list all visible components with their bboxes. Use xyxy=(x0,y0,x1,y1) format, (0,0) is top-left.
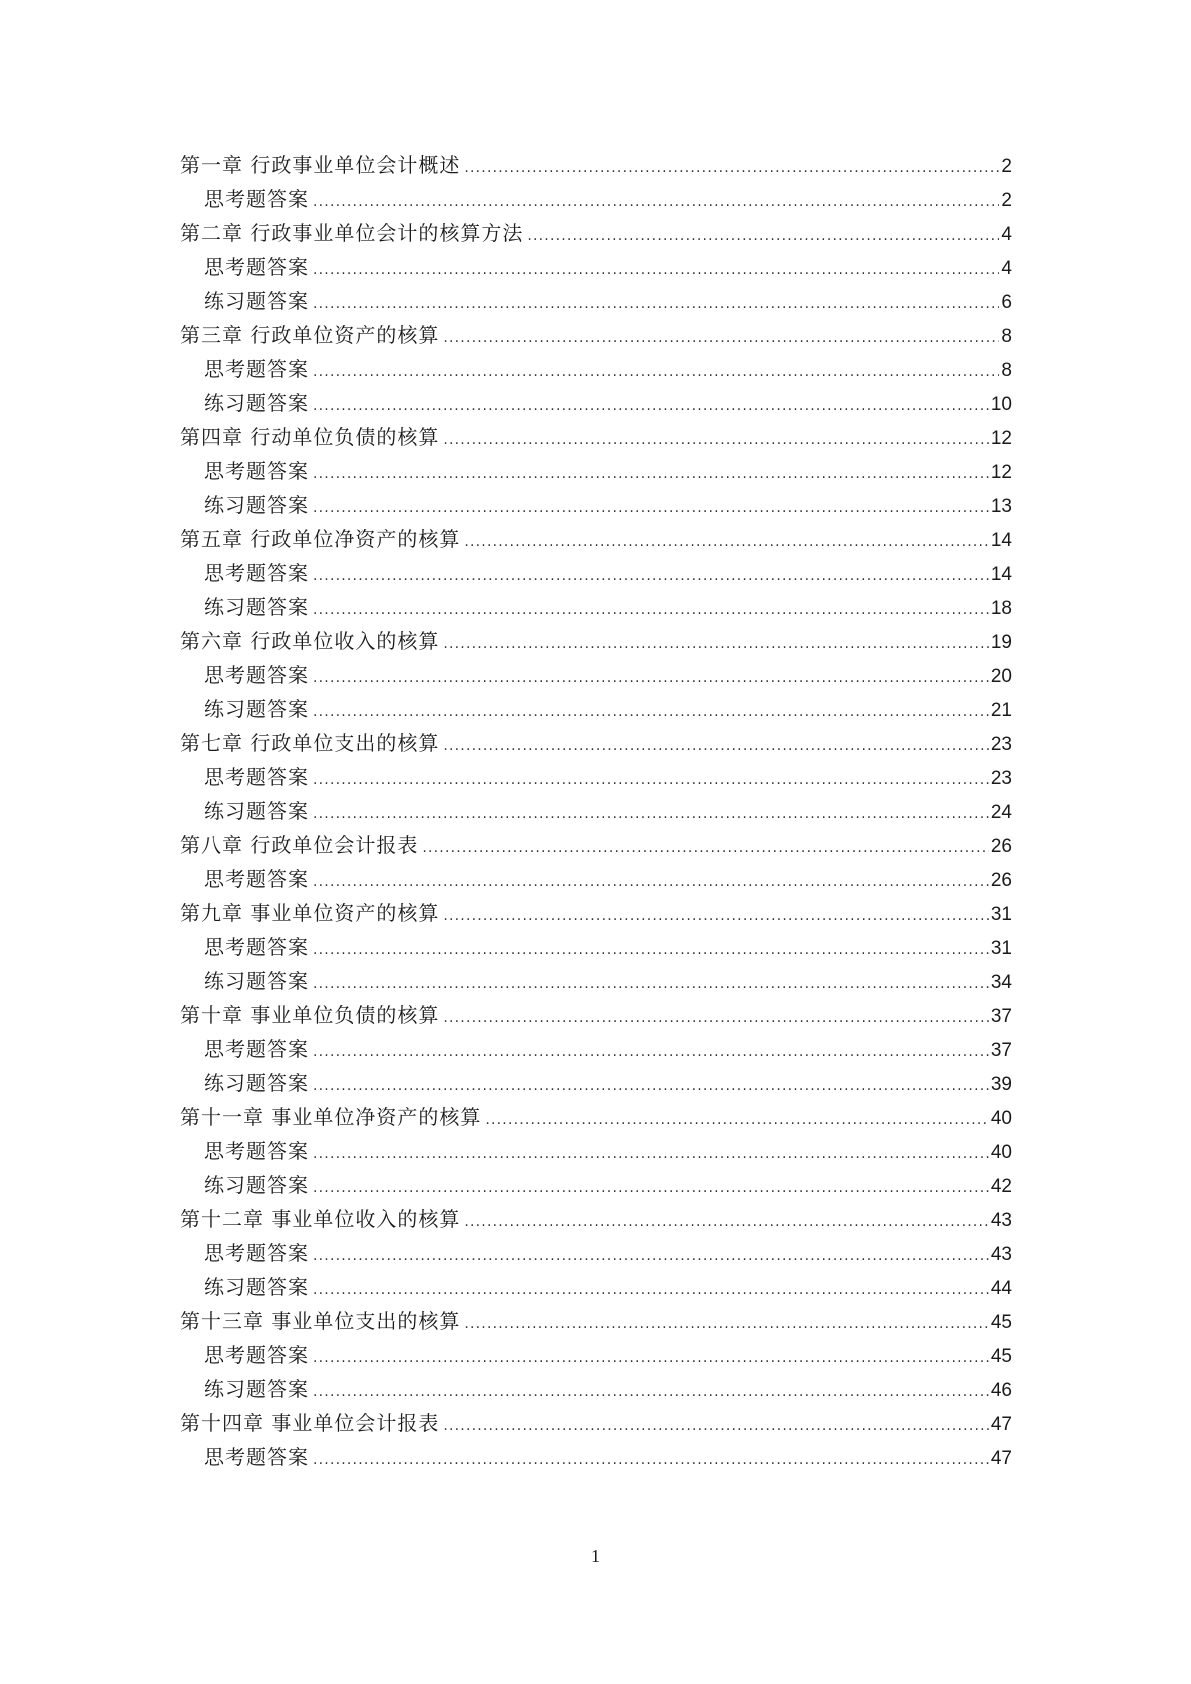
toc-chapter-entry[interactable] xyxy=(180,216,1012,250)
toc-entry-page-number: 40 xyxy=(990,1108,1012,1129)
toc-dot-leader xyxy=(443,729,989,763)
toc-entry-page-number: 4 xyxy=(1001,258,1012,279)
toc-entry-page-number: 18 xyxy=(990,598,1012,619)
toc-entry-title: 第十三章 事业单位支出的核算 xyxy=(180,1309,461,1333)
toc-dot-leader xyxy=(313,389,989,423)
toc-entry-page-number: 31 xyxy=(990,938,1012,959)
toc-section-entry[interactable] xyxy=(180,692,1012,726)
table-of-contents xyxy=(180,148,1012,1474)
toc-entry-page-number: 34 xyxy=(990,972,1012,993)
toc-dot-leader xyxy=(443,899,989,933)
toc-entry-title: 练习题答案 xyxy=(204,697,309,721)
toc-chapter-entry[interactable] xyxy=(180,148,1012,182)
toc-section-entry[interactable] xyxy=(180,1134,1012,1168)
toc-entry-page-number: 8 xyxy=(1001,326,1012,347)
toc-section-entry[interactable] xyxy=(180,386,1012,420)
toc-entry-page-number: 20 xyxy=(990,666,1012,687)
toc-dot-leader xyxy=(313,1341,989,1375)
toc-entry-page-number: 4 xyxy=(1001,224,1012,245)
toc-dot-leader xyxy=(443,1001,989,1035)
toc-entry-page-number: 45 xyxy=(990,1346,1012,1367)
toc-dot-leader xyxy=(313,661,989,695)
toc-section-entry[interactable] xyxy=(180,352,1012,386)
toc-entry-title: 思考题答案 xyxy=(204,1037,309,1061)
toc-entry-title: 第十一章 事业单位净资产的核算 xyxy=(180,1105,482,1129)
toc-section-entry[interactable] xyxy=(180,964,1012,998)
toc-entry-page-number: 31 xyxy=(990,904,1012,925)
toc-dot-leader xyxy=(313,933,989,967)
toc-entry-title: 第十章 事业单位负债的核算 xyxy=(180,1003,440,1027)
toc-dot-leader xyxy=(313,1273,989,1307)
toc-entry-title: 思考题答案 xyxy=(204,459,309,483)
toc-section-entry[interactable] xyxy=(180,658,1012,692)
toc-chapter-entry[interactable] xyxy=(180,1304,1012,1338)
toc-section-entry[interactable] xyxy=(180,1032,1012,1066)
toc-dot-leader xyxy=(313,559,989,593)
toc-entry-title: 第三章 行政单位资产的核算 xyxy=(180,323,440,347)
toc-chapter-entry[interactable] xyxy=(180,998,1012,1032)
toc-entry-title: 练习题答案 xyxy=(204,969,309,993)
toc-section-entry[interactable] xyxy=(180,794,1012,828)
toc-entry-title: 思考题答案 xyxy=(204,357,309,381)
toc-entry-page-number: 14 xyxy=(990,530,1012,551)
toc-chapter-entry[interactable] xyxy=(180,522,1012,556)
toc-entry-page-number: 2 xyxy=(1001,190,1012,211)
toc-entry-title: 练习题答案 xyxy=(204,289,309,313)
toc-dot-leader xyxy=(485,1103,989,1137)
toc-dot-leader xyxy=(313,287,999,321)
toc-section-entry[interactable] xyxy=(180,556,1012,590)
toc-section-entry[interactable] xyxy=(180,930,1012,964)
toc-section-entry[interactable] xyxy=(180,250,1012,284)
toc-entry-page-number: 10 xyxy=(990,394,1012,415)
toc-entry-title: 练习题答案 xyxy=(204,391,309,415)
toc-entry-title: 思考题答案 xyxy=(204,255,309,279)
toc-section-entry[interactable] xyxy=(180,1338,1012,1372)
toc-chapter-entry[interactable] xyxy=(180,1202,1012,1236)
toc-entry-title: 第二章 行政事业单位会计的核算方法 xyxy=(180,221,524,245)
toc-dot-leader xyxy=(313,491,989,525)
toc-section-entry[interactable] xyxy=(180,1236,1012,1270)
toc-entry-title: 第一章 行政事业单位会计概述 xyxy=(180,153,461,177)
toc-dot-leader xyxy=(313,1443,989,1477)
toc-entry-title: 练习题答案 xyxy=(204,799,309,823)
toc-entry-title: 思考题答案 xyxy=(204,1445,309,1469)
toc-entry-page-number: 24 xyxy=(990,802,1012,823)
toc-entry-page-number: 37 xyxy=(990,1040,1012,1061)
toc-section-entry[interactable] xyxy=(180,760,1012,794)
toc-entry-title: 思考题答案 xyxy=(204,663,309,687)
toc-dot-leader xyxy=(313,967,989,1001)
toc-dot-leader xyxy=(313,593,989,627)
toc-dot-leader xyxy=(313,355,999,389)
toc-entry-page-number: 40 xyxy=(990,1142,1012,1163)
toc-entry-page-number: 39 xyxy=(990,1074,1012,1095)
toc-entry-title: 思考题答案 xyxy=(204,765,309,789)
toc-section-entry[interactable] xyxy=(180,1168,1012,1202)
toc-entry-page-number: 6 xyxy=(1001,292,1012,313)
toc-entry-title: 思考题答案 xyxy=(204,1343,309,1367)
toc-section-entry[interactable] xyxy=(180,590,1012,624)
toc-entry-title: 第十四章 事业单位会计报表 xyxy=(180,1411,440,1435)
toc-entry-page-number: 42 xyxy=(990,1176,1012,1197)
toc-section-entry[interactable] xyxy=(180,1066,1012,1100)
toc-dot-leader xyxy=(443,627,989,661)
toc-dot-leader xyxy=(464,1307,989,1341)
toc-entry-page-number: 23 xyxy=(990,734,1012,755)
toc-dot-leader xyxy=(313,797,989,831)
toc-entry-page-number: 47 xyxy=(990,1414,1012,1435)
toc-entry-title: 第四章 行动单位负债的核算 xyxy=(180,425,440,449)
toc-dot-leader xyxy=(313,1239,989,1273)
toc-entry-page-number: 13 xyxy=(990,496,1012,517)
toc-entry-page-number: 12 xyxy=(990,428,1012,449)
toc-entry-page-number: 26 xyxy=(990,836,1012,857)
page-number: 1 xyxy=(591,1546,600,1566)
toc-entry-page-number: 12 xyxy=(990,462,1012,483)
toc-entry-title: 思考题答案 xyxy=(204,935,309,959)
toc-dot-leader xyxy=(313,695,989,729)
toc-entry-page-number: 2 xyxy=(1001,156,1012,177)
toc-entry-page-number: 23 xyxy=(990,768,1012,789)
toc-entry-title: 思考题答案 xyxy=(204,1241,309,1265)
toc-dot-leader xyxy=(464,1205,989,1239)
toc-entry-title: 思考题答案 xyxy=(204,867,309,891)
toc-entry-page-number: 19 xyxy=(990,632,1012,653)
toc-entry-title: 第十二章 事业单位收入的核算 xyxy=(180,1207,461,1231)
toc-dot-leader xyxy=(422,831,989,865)
toc-dot-leader xyxy=(313,1069,989,1103)
toc-entry-title: 第七章 行政单位支出的核算 xyxy=(180,731,440,755)
toc-dot-leader xyxy=(443,1409,989,1443)
toc-dot-leader xyxy=(313,1171,989,1205)
toc-dot-leader xyxy=(313,1035,989,1069)
toc-entry-page-number: 46 xyxy=(990,1380,1012,1401)
toc-section-entry[interactable] xyxy=(180,488,1012,522)
toc-entry-title: 思考题答案 xyxy=(204,187,309,211)
toc-chapter-entry[interactable] xyxy=(180,1406,1012,1440)
toc-dot-leader xyxy=(313,457,989,491)
toc-chapter-entry[interactable] xyxy=(180,318,1012,352)
toc-entry-title: 第八章 行政单位会计报表 xyxy=(180,833,419,857)
toc-entry-page-number: 8 xyxy=(1001,360,1012,381)
toc-dot-leader xyxy=(313,1375,989,1409)
toc-dot-leader xyxy=(313,865,989,899)
toc-entry-page-number: 37 xyxy=(990,1006,1012,1027)
toc-dot-leader xyxy=(313,253,999,287)
toc-section-entry[interactable] xyxy=(180,284,1012,318)
toc-entry-title: 练习题答案 xyxy=(204,493,309,517)
toc-dot-leader xyxy=(464,525,989,559)
toc-chapter-entry[interactable] xyxy=(180,896,1012,930)
toc-chapter-entry[interactable] xyxy=(180,624,1012,658)
toc-chapter-entry[interactable] xyxy=(180,420,1012,454)
toc-entry-page-number: 44 xyxy=(990,1278,1012,1299)
toc-entry-title: 第六章 行政单位收入的核算 xyxy=(180,629,440,653)
toc-section-entry[interactable] xyxy=(180,1372,1012,1406)
toc-entry-title: 练习题答案 xyxy=(204,1377,309,1401)
toc-section-entry[interactable] xyxy=(180,862,1012,896)
toc-dot-leader xyxy=(313,185,999,219)
toc-entry-title: 练习题答案 xyxy=(204,1071,309,1095)
toc-dot-leader xyxy=(443,321,999,355)
toc-section-entry[interactable] xyxy=(180,182,1012,216)
toc-dot-leader xyxy=(527,219,999,253)
toc-entry-title: 思考题答案 xyxy=(204,561,309,585)
toc-entry-title: 第九章 事业单位资产的核算 xyxy=(180,901,440,925)
toc-section-entry[interactable] xyxy=(180,454,1012,488)
toc-entry-title: 练习题答案 xyxy=(204,1275,309,1299)
toc-entry-title: 练习题答案 xyxy=(204,1173,309,1197)
toc-chapter-entry[interactable] xyxy=(180,726,1012,760)
toc-entry-page-number: 14 xyxy=(990,564,1012,585)
toc-dot-leader xyxy=(313,1137,989,1171)
toc-entry-page-number: 47 xyxy=(990,1448,1012,1469)
toc-dot-leader xyxy=(443,423,989,457)
toc-entry-page-number: 21 xyxy=(990,700,1012,721)
toc-chapter-entry[interactable] xyxy=(180,1100,1012,1134)
toc-entry-title: 练习题答案 xyxy=(204,595,309,619)
toc-dot-leader xyxy=(464,151,999,185)
toc-entry-title: 第五章 行政单位净资产的核算 xyxy=(180,527,461,551)
toc-dot-leader xyxy=(313,763,989,797)
toc-section-entry[interactable] xyxy=(180,1270,1012,1304)
toc-section-entry[interactable] xyxy=(180,1440,1012,1474)
toc-entry-page-number: 43 xyxy=(990,1210,1012,1231)
toc-entry-title: 思考题答案 xyxy=(204,1139,309,1163)
toc-entry-page-number: 45 xyxy=(990,1312,1012,1333)
toc-chapter-entry[interactable] xyxy=(180,828,1012,862)
toc-entry-page-number: 43 xyxy=(990,1244,1012,1265)
toc-entry-page-number: 26 xyxy=(990,870,1012,891)
